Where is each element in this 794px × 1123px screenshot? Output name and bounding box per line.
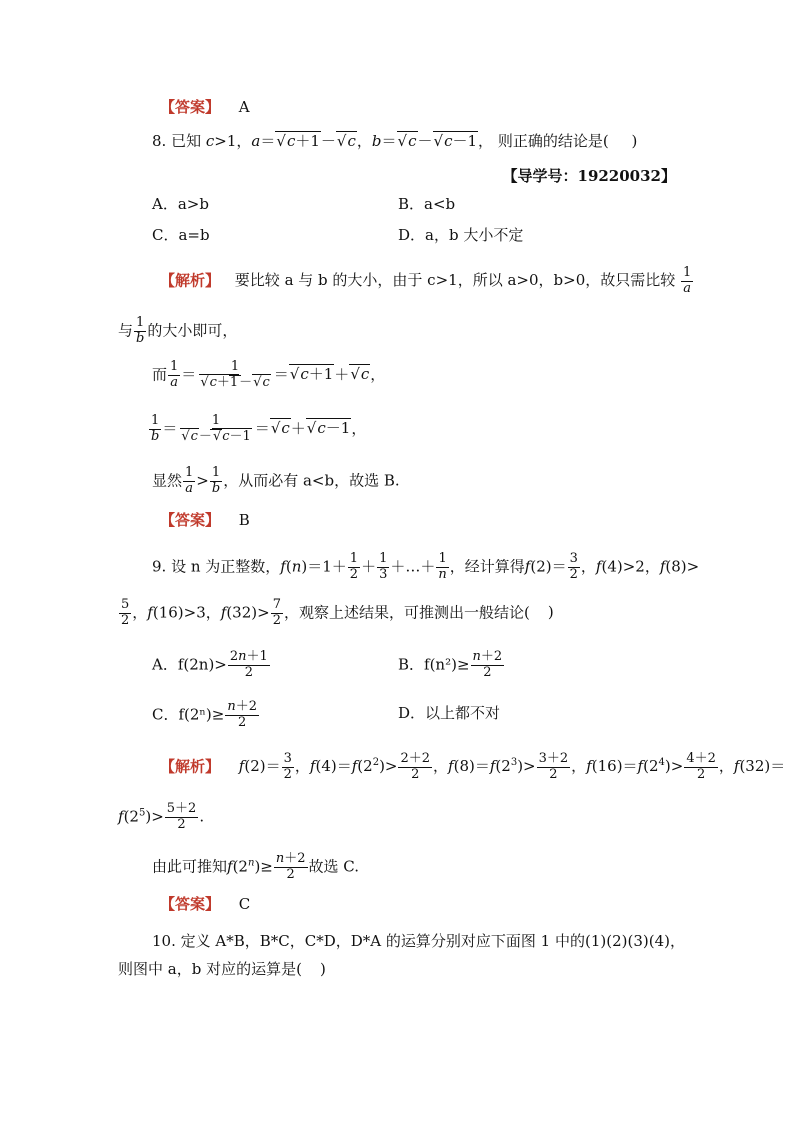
q8-analysis-line3: 而 $\frac{1}{a}$ ＝ 1 √ c＋1－√ c ＝√ c＋1＋√ c，	[152, 360, 385, 391]
option-label: B．	[398, 655, 425, 674]
analysis-text: ，从而必有 a<b，故选 B.	[223, 471, 400, 490]
option-text: 以上都不对	[425, 704, 501, 722]
q10-number: 10.	[152, 932, 176, 950]
q8-analysis-line1	[160, 266, 694, 297]
analysis-tag: 【解析】	[160, 271, 221, 290]
q8-option-b	[398, 197, 455, 212]
q9-option-a: A．f(2n)> $\frac{2n+1}{2}$	[152, 649, 268, 680]
option-label: A．	[152, 655, 178, 674]
option-text: f(2ⁿ)≥	[178, 705, 225, 724]
option-label: C．	[152, 226, 179, 244]
option-label: D．	[398, 226, 426, 244]
q8-stem-mid: 则正确的结论是(	[497, 132, 609, 150]
answer-tag: 【答案】	[160, 895, 221, 913]
q8-option-a	[152, 197, 209, 212]
q8-stem-prefix: 已知	[171, 132, 202, 150]
option-text: f(n²)≥	[424, 655, 470, 674]
q9-stem-text: 观察上述结果，可推测出一般结论(	[298, 603, 530, 622]
option-text: a<b	[424, 195, 456, 213]
option-text: f(2n)>	[177, 655, 227, 674]
option-label: B．	[398, 195, 425, 213]
q9-number: 9.	[152, 557, 167, 576]
q8-answer-line	[160, 513, 250, 528]
option-label: C．	[152, 705, 179, 724]
answer-tag: 【答案】	[160, 98, 221, 116]
q10-stem-text: )	[319, 960, 326, 978]
q9-stem-text: 经计算得	[464, 557, 525, 576]
q9-option-c: C．f(2ⁿ)≥ $\frac{n+2}{2}$	[152, 699, 257, 730]
option-text: a>b	[177, 195, 209, 213]
option-text: a，b 大小不定	[425, 226, 524, 244]
analysis-text: 故选 C.	[308, 857, 359, 876]
q9-stem-line1: 9. 设 n 为正整数，f(n)＝1＋ $\frac{1}{2}$ ＋ $\frac{1}{3}$ ＋…＋ $\frac{1}{n}$ ，经计算得f(2)＝ $\frac{3}{2}$ ，f(4)>2，f(8)>	[152, 551, 700, 582]
q7-answer: A	[238, 98, 250, 116]
answer-tag: 【答案】	[160, 511, 221, 529]
guide-number: 【导学号：19220032】	[502, 167, 676, 185]
q9-analysis-line1: 【解析】 f(2)＝ $\frac{3}{2}$ ，$f(4)=f(2^2)>$ $\frac{2+2}{2}$ ，$f(8)=f(2^3)>$ $\frac{3+2}{2}$ ，$f(16)=f(2^4)>$ $\frac{4+2}{2}$ ，f(32)＝	[160, 751, 786, 782]
q9-answer-line	[160, 897, 250, 912]
fraction-1-b: $\frac{1}{b}$	[136, 315, 145, 346]
analysis-text: 要比较 a 与 b 的大小，由于 c>1，所以 a>0，b>0，故只需比较	[234, 271, 676, 290]
q10-stem-line1	[152, 934, 685, 949]
option-text: a=b	[178, 226, 210, 244]
q8-option-d	[398, 228, 523, 243]
q9-stem-text: )	[547, 603, 554, 622]
analysis-text: 的大小即可，	[147, 321, 238, 340]
q9-analysis-line2: $f(2^5)>$ $\frac{5+2}{2}$ .	[118, 801, 205, 832]
analysis-tag: 【解析】	[160, 757, 221, 776]
q9-option-d	[398, 706, 500, 721]
q8-stem-suffix: )	[631, 132, 638, 150]
q8-stem	[152, 134, 637, 149]
q7-answer-line	[160, 100, 250, 115]
q9-analysis-line3: 由此可推知$f(2^n)\ge$ $\frac{n+2}{2}$ 故选 C.	[152, 851, 359, 882]
q8-analysis-line4: $\frac{1}{b}$ ＝ 1 √ c－√ c－1 ＝√ c＋√ c－1，	[148, 414, 366, 445]
q8-option-c	[152, 228, 210, 243]
q9-answer: C	[238, 895, 251, 913]
q10-stem-text: 定义 A*B，B*C，C*D，D*A 的运算分别对应下面图 1 中的(1)(2)(3)(4)，	[180, 932, 685, 950]
q9-option-b: B．f(n²)≥ $\frac{n+2}{2}$	[398, 649, 503, 680]
q8-answer: B	[238, 511, 250, 529]
q8-number: 8.	[152, 132, 167, 150]
option-label: D．	[398, 704, 426, 722]
q8-formula: c>1，a＝√ c＋1－√ c，b＝√ c－√ c－1，	[206, 131, 493, 150]
analysis-text: 而	[152, 365, 168, 384]
q10-stem-text: 则图中 a，b 对应的运算是(	[118, 960, 302, 978]
analysis-text: 显然	[152, 471, 183, 490]
q9-stem-text: 设 n 为正整数，	[171, 557, 281, 576]
q9-stem-line2: $\frac{5}{2}$ ，f(16)>3，f(32)> $\frac{7}{2}$ ，观察上述结果，可推测出一般结论( )	[121, 597, 554, 628]
q8-analysis-line2: 与 $\frac{1}{b}$ 的大小即可，	[118, 315, 238, 346]
fraction-1-a: $\frac{1}{a}$	[683, 265, 692, 296]
option-label: A．	[152, 195, 178, 213]
q8-analysis-line5: 显然 $\frac{1}{a}$ > $\frac{1}{b}$ ，从而必有 a<b，故选 B.	[152, 465, 400, 496]
q10-stem-line2	[118, 962, 326, 977]
analysis-text: 由此可推知	[152, 857, 228, 876]
